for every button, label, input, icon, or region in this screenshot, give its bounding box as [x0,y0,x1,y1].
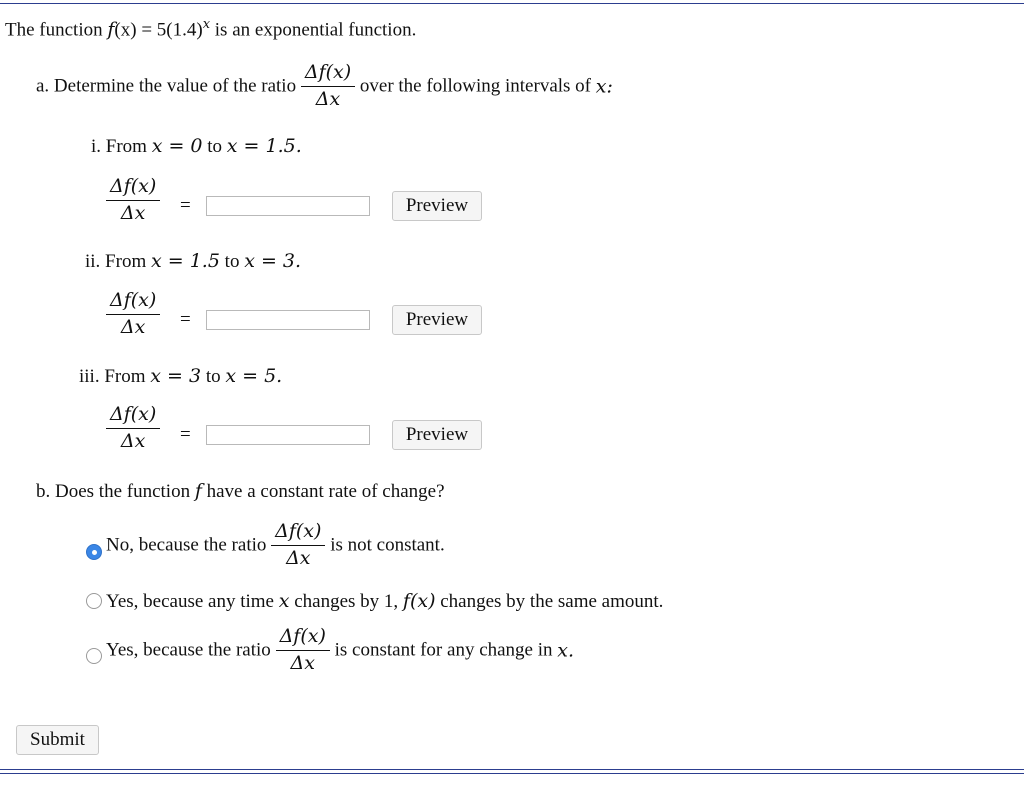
intro-func: f [107,18,115,41]
ratio-numerator: Δf(x) [276,626,330,651]
ratio-denominator: Δx [120,429,146,452]
intro-suffix: is an exponential function. [214,19,417,41]
ratio-denominator: Δx [290,651,315,674]
interval-label: iii. From [79,366,146,387]
radio-selected-dot [92,550,97,555]
interval-to-word: to [224,251,240,272]
ratio-denominator: Δx [315,87,341,110]
radio-option-yes-same-amount[interactable] [86,593,102,609]
bottom-rule-secondary [0,773,1024,774]
option-post-var: x. [557,639,575,662]
part-a-prefix: a. Determine the value of the ratio [36,75,297,97]
ratio-numerator: Δf(x) [301,62,355,87]
option-post: is constant for any change in [334,639,553,661]
ratio-numerator: Δf(x) [271,521,325,546]
option-text: Yes, because any time [106,591,274,612]
intro-statement [5,17,416,41]
intro-prefix: The function [5,19,103,41]
part-b-func: f [194,480,202,502]
interval-label: i. From [91,136,147,157]
option-var: x [278,590,290,612]
interval-ii-label [85,250,301,273]
ratio-numerator: Δf(x) [106,176,160,201]
interval-iii-label [79,365,282,388]
intro-expr: 5(1.4) [156,19,203,41]
preview-button-i[interactable]: Preview [392,191,482,221]
option-pre: Yes, because the ratio [106,639,271,661]
top-rule [0,3,1024,4]
interval-to: x = 1.5. [226,135,302,157]
interval-to-word: to [207,136,223,157]
interval-to-word: to [205,366,221,387]
interval-from: x = 1.5 [150,250,220,272]
interval-from: x = 3 [150,365,202,387]
option-ratio [271,521,325,570]
radio-option-no[interactable] [86,544,102,560]
part-b-suffix: have a constant rate of change? [206,481,445,502]
option-var: f(x) [402,590,436,612]
option-no-label[interactable] [106,521,445,570]
submit-button[interactable]: Submit [16,725,99,755]
ratio-numerator: Δf(x) [106,404,160,429]
interval-label: ii. From [85,251,147,272]
preview-button-iii[interactable]: Preview [392,420,482,450]
answer-input-ii[interactable] [206,310,370,330]
interval-iii-ratio [106,404,160,453]
intro-arg: (x) [114,19,137,41]
option-yes-constant-label[interactable] [106,626,574,675]
ratio-denominator: Δx [120,315,146,338]
ratio-denominator: Δx [120,201,146,224]
option-text: changes by the same amount. [440,591,664,612]
interval-i-label [91,135,302,158]
option-post: is not constant. [330,534,445,556]
interval-i-ratio [106,176,160,225]
interval-to: x = 5. [225,365,283,387]
part-b-prompt [36,480,445,503]
option-pre: No, because the ratio [106,534,267,556]
interval-from: x = 0 [151,135,203,157]
option-yes-same-amount-label[interactable] [106,590,663,613]
ratio-numerator: Δf(x) [106,290,160,315]
intro-exponent: x [202,17,211,32]
interval-ii-ratio [106,290,160,339]
bottom-rule [0,769,1024,770]
equals-sign: = [180,309,191,330]
preview-button-ii[interactable]: Preview [392,305,482,335]
part-a-prompt [36,62,613,111]
ratio-denominator: Δx [286,546,311,569]
radio-option-yes-constant[interactable] [86,648,102,664]
part-b-prefix: b. Does the function [36,481,191,502]
interval-to: x = 3. [244,250,302,272]
part-a-suffix-var: x: [595,75,613,98]
option-ratio [276,626,330,675]
option-text: changes by 1, [294,591,399,612]
intro-equals: = [141,19,153,41]
part-a-ratio [301,62,355,111]
equals-sign: = [180,195,191,216]
answer-input-iii[interactable] [206,425,370,445]
part-a-suffix: over the following intervals of [359,75,591,97]
equals-sign: = [180,424,191,445]
answer-input-i[interactable] [206,196,370,216]
